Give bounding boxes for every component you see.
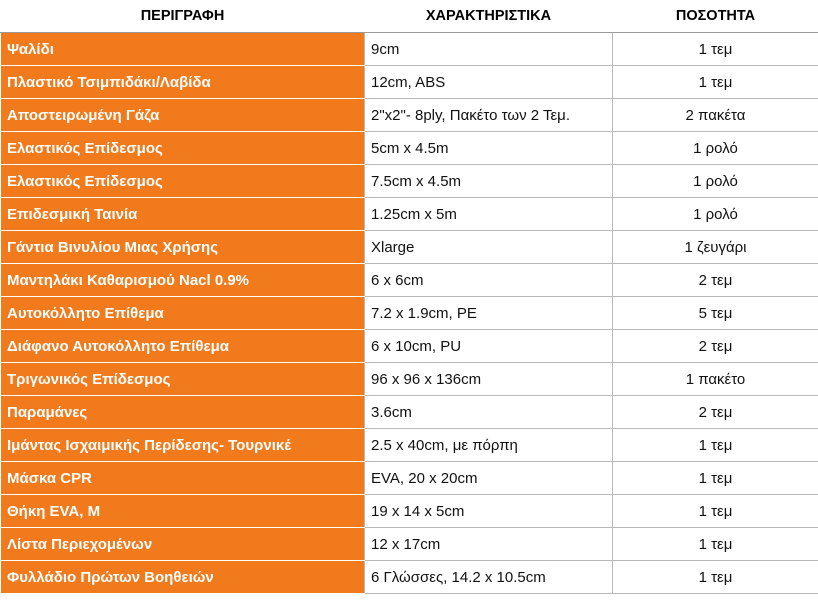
table-row <box>1 99 818 132</box>
item-name-cell: Θήκη EVA, M <box>1 495 365 528</box>
item-spec-cell: 7.2 x 1.9cm, PE <box>365 297 613 330</box>
table-row <box>1 363 818 396</box>
item-name-cell: Παραμάνες <box>1 396 365 429</box>
header-row <box>1 0 818 33</box>
item-spec-cell: 19 x 14 x 5cm <box>365 495 613 528</box>
item-spec-cell: 3.6cm <box>365 396 613 429</box>
item-quantity-cell: 2 πακέτα <box>613 99 818 132</box>
header-quantity: ΠΟΣΟΤΗΤΑ <box>613 0 818 33</box>
item-name-cell: Τριγωνικός Επίδεσμος <box>1 363 365 396</box>
item-spec-cell: Xlarge <box>365 231 613 264</box>
item-quantity-cell: 1 τεμ <box>613 66 818 99</box>
item-quantity-cell: 1 τεμ <box>613 462 818 495</box>
item-quantity-cell: 1 τεμ <box>613 33 818 66</box>
item-quantity-cell: 1 τεμ <box>613 495 818 528</box>
table-row <box>1 462 818 495</box>
item-name-cell: Ελαστικός Επίδεσμος <box>1 165 365 198</box>
item-name-cell: Αποστειρωμένη Γάζα <box>1 99 365 132</box>
item-name-cell: Αυτοκόλλητο Επίθεμα <box>1 297 365 330</box>
header-description: ΠΕΡΙΓΡΑΦΗ <box>1 0 365 33</box>
item-quantity-cell: 2 τεμ <box>613 264 818 297</box>
item-quantity-cell: 1 τεμ <box>613 528 818 561</box>
table-row <box>1 297 818 330</box>
item-quantity-cell: 1 ρολό <box>613 165 818 198</box>
item-name-cell: Ψαλίδι <box>1 33 365 66</box>
table-row <box>1 66 818 99</box>
item-name-cell: Γάντια Βινυλίου Μιας Χρήσης <box>1 231 365 264</box>
table-row <box>1 396 818 429</box>
item-spec-cell: 96 x 96 x 136cm <box>365 363 613 396</box>
table-row <box>1 264 818 297</box>
item-spec-cell: 1.25cm x 5m <box>365 198 613 231</box>
table-row <box>1 528 818 561</box>
item-spec-cell: 9cm <box>365 33 613 66</box>
table-row <box>1 231 818 264</box>
item-spec-cell: 2"x2"- 8ply, Πακέτο των 2 Τεμ. <box>365 99 613 132</box>
item-quantity-cell: 1 ρολό <box>613 132 818 165</box>
item-quantity-cell: 5 τεμ <box>613 297 818 330</box>
item-quantity-cell: 1 ζευγάρι <box>613 231 818 264</box>
item-name-cell: Μαντηλάκι Καθαρισμού Nacl 0.9% <box>1 264 365 297</box>
item-name-cell: Επιδεσμική Ταινία <box>1 198 365 231</box>
item-spec-cell: 6 x 10cm, PU <box>365 330 613 363</box>
item-quantity-cell: 1 πακέτο <box>613 363 818 396</box>
item-spec-cell: 6 x 6cm <box>365 264 613 297</box>
table-row <box>1 495 818 528</box>
item-spec-cell: 5cm x 4.5m <box>365 132 613 165</box>
item-spec-cell: 2.5 x 40cm, με πόρπη <box>365 429 613 462</box>
table-row <box>1 165 818 198</box>
table-row <box>1 132 818 165</box>
header-characteristics: ΧΑΡΑΚΤΗΡΙΣΤΙΚΑ <box>365 0 613 33</box>
item-name-cell: Διάφανο Αυτοκόλλητο Επίθεμα <box>1 330 365 363</box>
item-name-cell: Ελαστικός Επίδεσμος <box>1 132 365 165</box>
item-name-cell: Πλαστικό Τσιμπιδάκι/Λαβίδα <box>1 66 365 99</box>
table-row <box>1 429 818 462</box>
table-body <box>1 33 818 594</box>
item-name-cell: Μάσκα CPR <box>1 462 365 495</box>
item-spec-cell: 7.5cm x 4.5m <box>365 165 613 198</box>
item-spec-cell: 12cm, ABS <box>365 66 613 99</box>
item-spec-cell: 6 Γλώσσες, 14.2 x 10.5cm <box>365 561 613 594</box>
item-name-cell: Λίστα Περιεχομένων <box>1 528 365 561</box>
table-row <box>1 561 818 594</box>
item-quantity-cell: 1 ρολό <box>613 198 818 231</box>
item-quantity-cell: 1 τεμ <box>613 561 818 594</box>
item-name-cell: Φυλλάδιο Πρώτων Βοηθειών <box>1 561 365 594</box>
item-quantity-cell: 2 τεμ <box>613 330 818 363</box>
table-row <box>1 198 818 231</box>
item-spec-cell: 12 x 17cm <box>365 528 613 561</box>
table-header <box>1 0 818 33</box>
item-spec-cell: EVA, 20 x 20cm <box>365 462 613 495</box>
item-quantity-cell: 1 τεμ <box>613 429 818 462</box>
item-quantity-cell: 2 τεμ <box>613 396 818 429</box>
item-name-cell: Ιμάντας Ισχαιμικής Περίδεσης- Τουρνικέ <box>1 429 365 462</box>
table-row <box>1 33 818 66</box>
table-row <box>1 330 818 363</box>
